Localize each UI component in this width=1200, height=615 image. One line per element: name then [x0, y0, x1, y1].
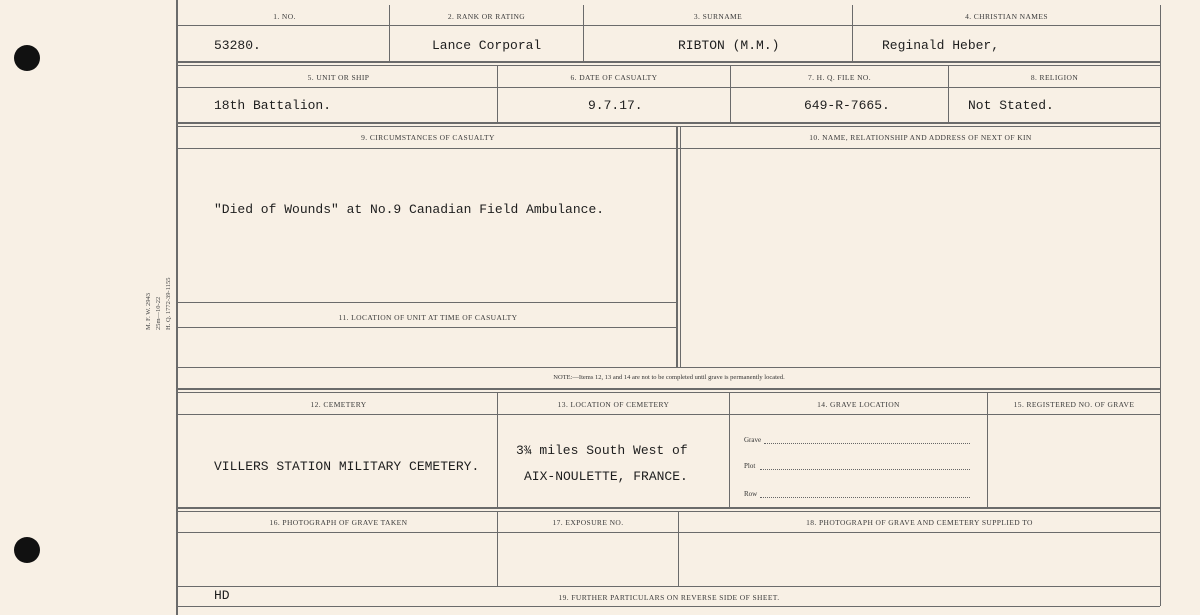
row5-top-rule: [178, 511, 1160, 512]
row5-bottom-rule: [178, 586, 1160, 587]
label-cemetery: 12. CEMETERY: [310, 400, 367, 409]
label-further-particulars: 19. FURTHER PARTICULARS ON REVERSE SIDE OF SHEET.: [558, 593, 780, 602]
row4-top-rule: [178, 392, 1160, 393]
row3-top-rule: [178, 126, 1160, 127]
value-surname: RIBTON (M.M.): [678, 38, 780, 53]
row4-div-1: [497, 393, 498, 507]
label-photo-supplied: 18. PHOTOGRAPH OF GRAVE AND CEMETERY SUPPLIED TO: [806, 518, 1033, 527]
value-rank: Lance Corporal: [432, 38, 542, 53]
grave-field-line: [764, 443, 970, 444]
location-unit-top-rule: [178, 302, 676, 303]
label-grave-location: 14. GRAVE LOCATION: [817, 400, 900, 409]
location-unit-label-rule: [178, 327, 676, 328]
row3-bottom-rule: [178, 367, 1160, 368]
value-circumstances: "Died of Wounds" at No.9 Canadian Field Ambulance.: [214, 202, 605, 217]
row-field-label: Row: [744, 490, 758, 498]
label-date: 6. DATE OF CASUALTY: [570, 73, 658, 82]
right-edge-rule: [1160, 5, 1161, 606]
punch-hole-top: [14, 45, 40, 71]
row2-bottom-rule: [178, 122, 1160, 124]
row1-bottom-rule: [178, 61, 1160, 63]
label-surname: 3. SURNAME: [693, 12, 743, 21]
value-date: 9.7.17.: [588, 98, 643, 113]
value-unit: 18th Battalion.: [214, 98, 332, 113]
value-location-line2: AIX-NOULETTE, FRANCE.: [524, 469, 688, 484]
side-note-3: H. Q. 1772-39-1155: [165, 277, 172, 330]
label-rank: 2. RANK OR RATING: [447, 12, 526, 21]
row5-label-rule: [178, 532, 1160, 533]
label-no: 1. NO.: [273, 12, 296, 21]
label-christian-names: 4. CHRISTIAN NAMES: [965, 12, 1048, 21]
value-christian-names: Reginald Heber,: [882, 38, 1000, 53]
row1-label-rule: [178, 25, 1160, 26]
row2-label-rule: [178, 87, 1160, 88]
footer-bottom-rule: [178, 606, 1160, 607]
side-note-2: 25m—10-22: [155, 296, 162, 330]
punch-hole-bottom: [14, 537, 40, 563]
row3-label-rule: [178, 148, 1160, 149]
plot-field-label: Plot: [744, 462, 756, 470]
row4-div-2: [729, 393, 730, 507]
value-location-line1: 3¾ miles South West of: [516, 443, 688, 458]
footer-initials: HD: [214, 588, 230, 603]
note-text: NOTE:—Items 12, 13 and 14 are not to be completed until grave is permanently located.: [553, 374, 785, 381]
note-bottom-rule: [178, 388, 1160, 390]
left-margin-rule: [176, 0, 178, 615]
value-cemetery: VILLERS STATION MILITARY CEMETERY.: [214, 459, 480, 474]
row4-label-rule: [178, 414, 1160, 415]
row4-bottom-rule: [178, 507, 1160, 509]
row-field-line: [760, 497, 970, 498]
row3-div-1b: [680, 127, 681, 367]
value-religion: Not Stated.: [968, 98, 1054, 113]
label-unit: 5. UNIT OR SHIP: [307, 73, 370, 82]
label-location-cemetery: 13. LOCATION OF CEMETERY: [557, 400, 670, 409]
label-exposure-no: 17. EXPOSURE NO.: [552, 518, 624, 527]
row4-div-3: [987, 393, 988, 507]
side-note-1: M. F. W. 2943: [145, 292, 152, 330]
label-registered-no: 15. REGISTERED NO. OF GRAVE: [1013, 400, 1135, 409]
label-file-no: 7. H. Q. FILE NO.: [807, 73, 872, 82]
row3-div-1: [676, 127, 678, 367]
value-no: 53280.: [214, 38, 261, 53]
row2-top-rule: [178, 65, 1160, 66]
label-circumstances: 9. CIRCUMSTANCES OF CASUALTY: [361, 133, 495, 142]
label-next-of-kin: 10. NAME, RELATIONSHIP AND ADDRESS OF NEXT OF KIN: [809, 133, 1032, 142]
label-location-unit: 11. LOCATION OF UNIT AT TIME OF CASUALTY: [338, 313, 518, 322]
plot-field-line: [760, 469, 970, 470]
grave-field-label: Grave: [744, 436, 762, 444]
label-religion: 8. RELIGION: [1030, 73, 1079, 82]
value-file-no: 649-R-7665.: [804, 98, 890, 113]
label-photo-taken: 16. PHOTOGRAPH OF GRAVE TAKEN: [269, 518, 408, 527]
